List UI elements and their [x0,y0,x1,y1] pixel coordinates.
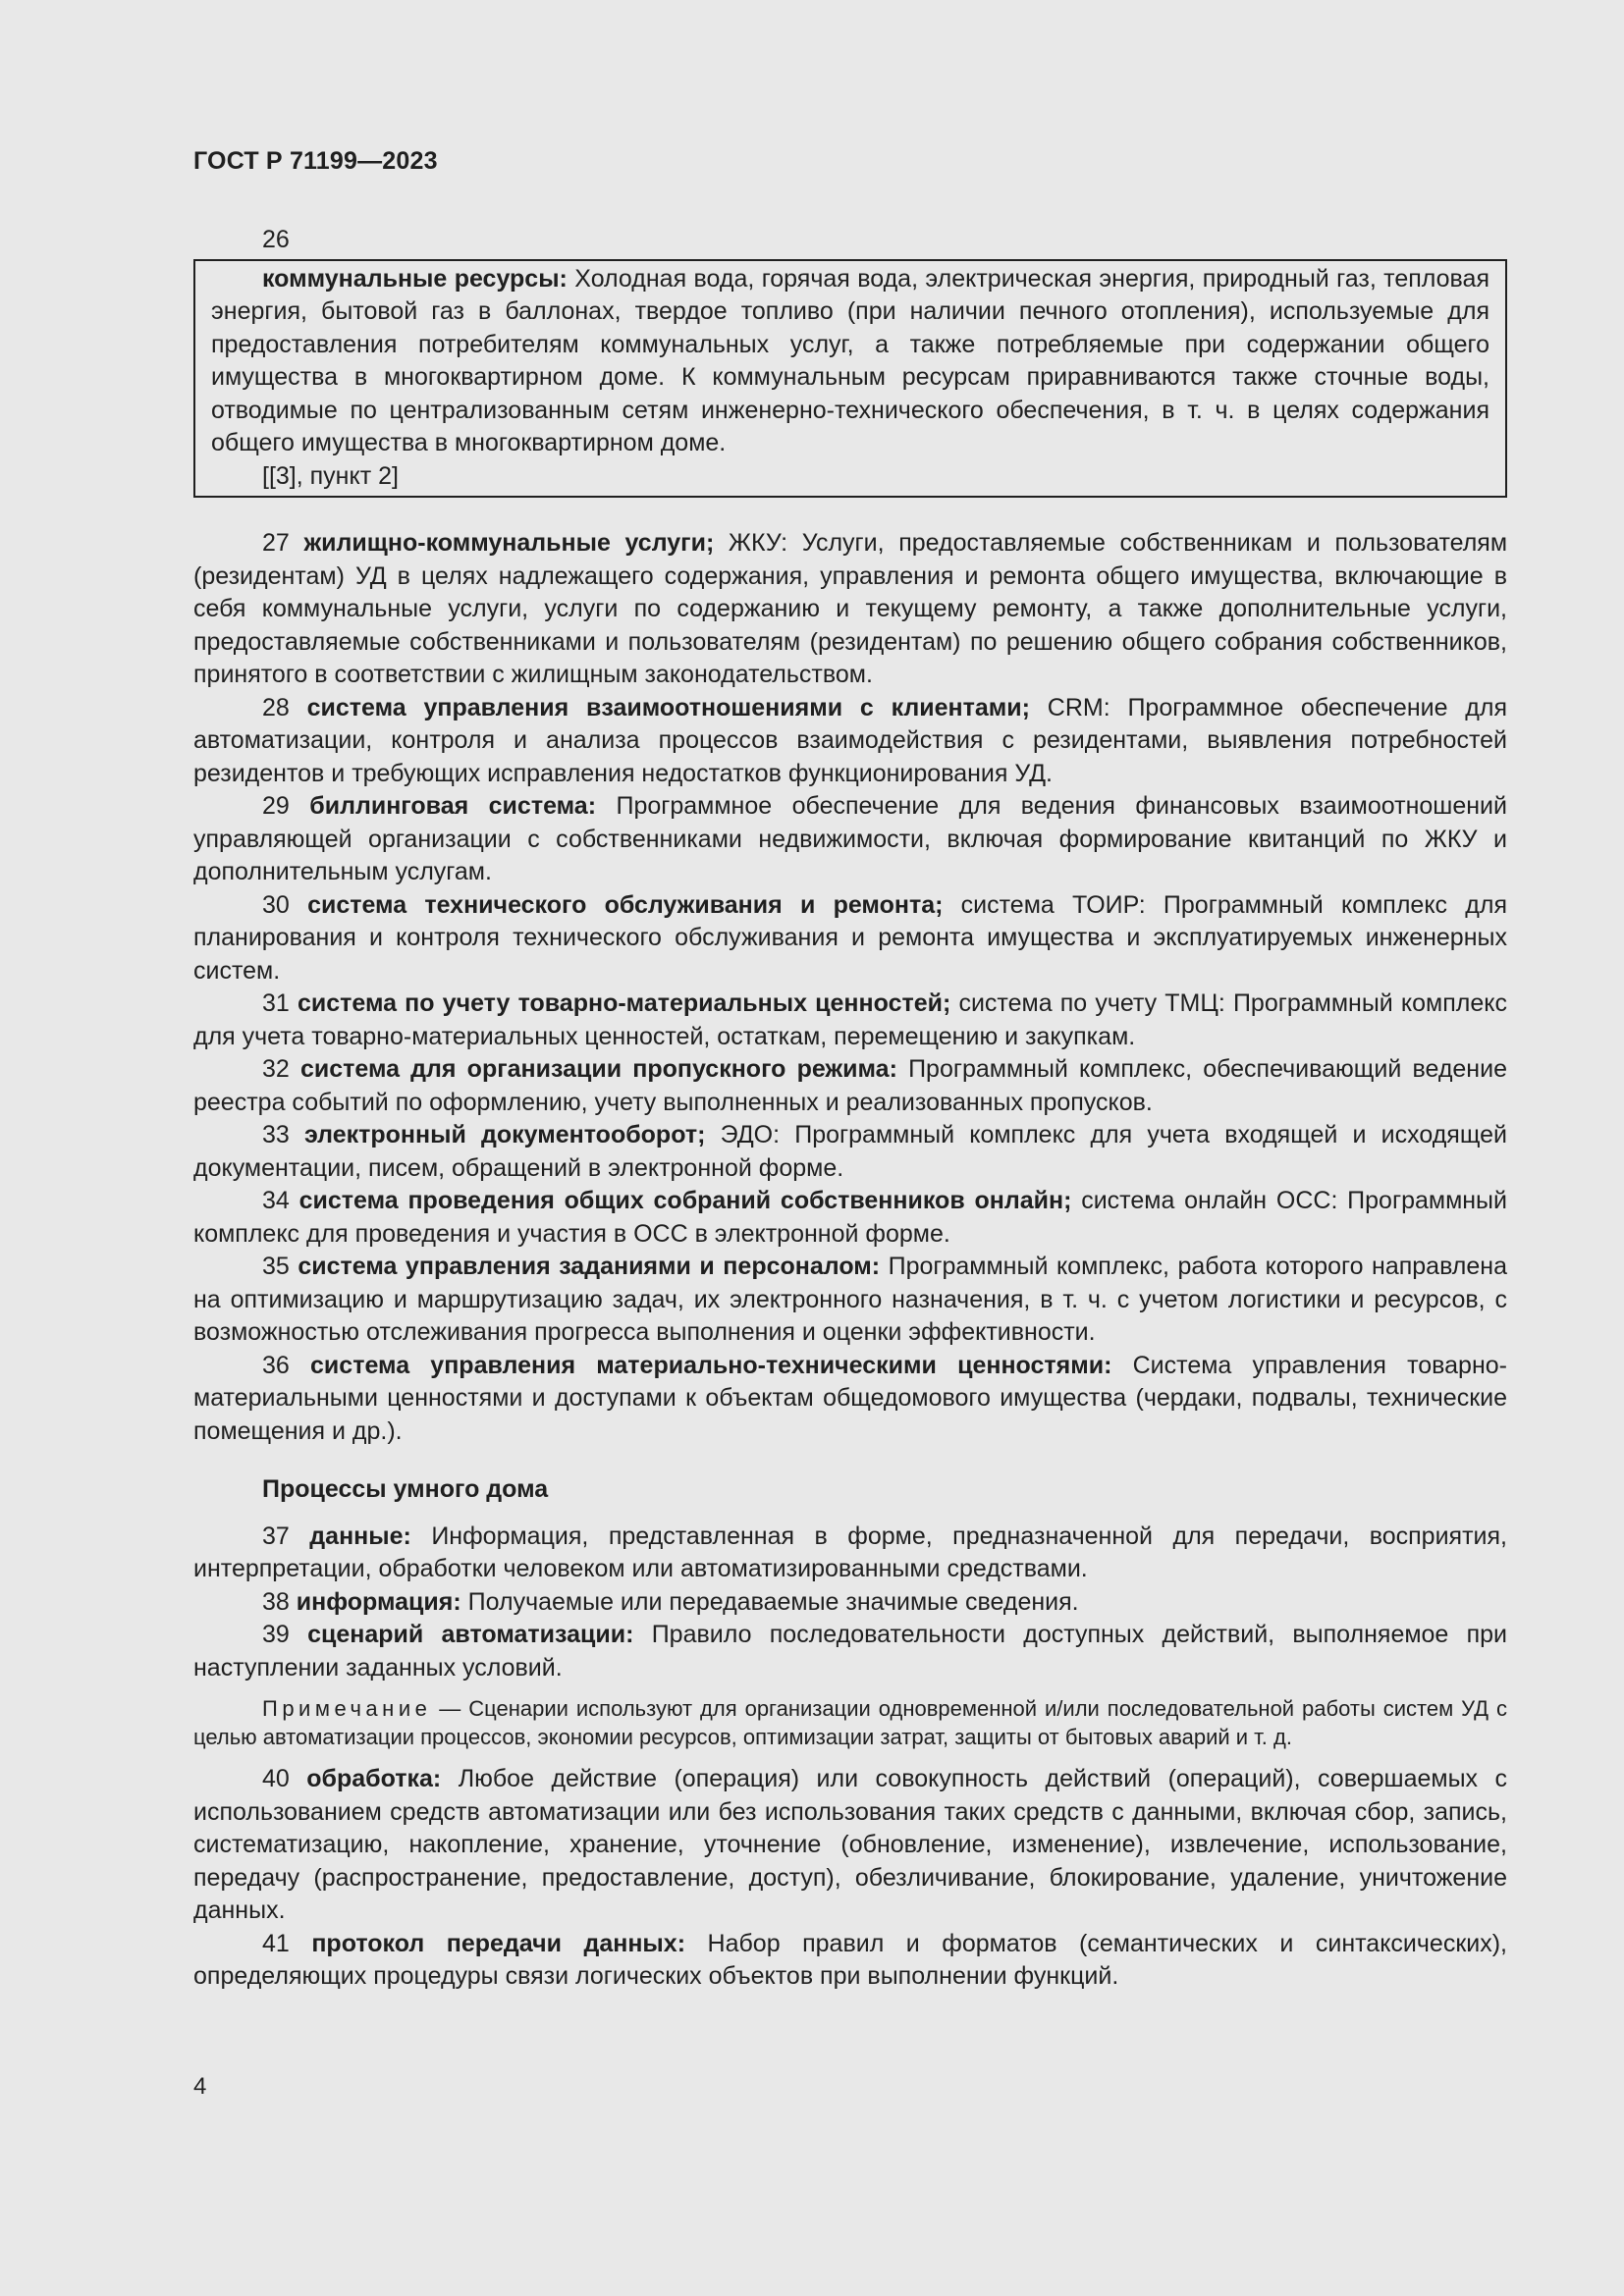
term-list-c [193,1763,1507,1994]
term-number: 41 [262,1929,290,1957]
term-title: сценарий автоматизации: [307,1621,634,1648]
spacer [193,498,1507,527]
term-title: коммунальные ресурсы: [262,264,568,293]
term-entry [193,1763,1507,1928]
standard-header: ГОСТ Р 71199—2023 [193,147,438,175]
term-entry [193,692,1507,791]
term-definition: система онлайн ОСС: Программный комплекс для проведения и участия в ОСС в электронной форме. [193,1187,1507,1248]
term-number: 28 [262,693,290,721]
term-definition: Набор правил и форматов (семантических и синтаксических), определяющих процедуры связи логических объектов при выполнении функций. [193,1929,1507,1990]
term-title: жилищно-коммунальные услуги; [303,529,715,557]
term-definition: Холодная вода, горячая вода, электрическая энергия, природный газ, тепловая энергия, бытовой газ в баллонах, твердое топливо (при наличии печного отопления), используемые для предоставления потребителям коммунальных услуг, а также потребляемые при содержании общего имущества в многоквартирном доме. К коммунальным ресурсам приравниваются также сточные воды, отводимые по централизованным сетям инженерно-технического обеспечения, в т. ч. в целях содержания общего имущества в многоквартирном доме. [211,264,1490,456]
term-title: система управления взаимоотношениями с клиентами; [306,693,1030,721]
term-entry [193,527,1507,692]
term-definition: ЖКУ: Услуги, предоставляемые собственникам и пользователям (резидентам) УД в целях надлежащего содержания, управления и ремонта общего имущества, включающие в себя коммунальные услуги, услуги по содержанию и текущему ремонту, а также дополнительные услуги, предоставляемые собственниками и пользователям (резидентам) по решению общего собрания собственников, принятого в соответствии с жилищным законодательством. [193,529,1508,688]
term-definition: система по учету ТМЦ: Программный комплекс для учета товарно-материальных ценностей, остаткам, перемещению и закупкам. [193,989,1507,1050]
term-entry [193,1928,1507,1994]
term-title: система для организации пропускного режима: [299,1055,897,1083]
term-title: информация: [296,1587,461,1616]
term-definition: Получаемые или передаваемые значимые сведения. [460,1587,1079,1616]
term-entry [193,1350,1507,1449]
term-entry [193,1251,1507,1350]
term-definition: ЭДО: Программный комплекс для учета входящей и исходящей документации, писем, обращений в электронной форме. [193,1121,1507,1182]
term-definition: Система управления товарно-материальными ценностями и доступами к объектам общедомового имущества (чердаки, подвалы, технические помещения и др.). [193,1351,1507,1445]
term-title: система проведения общих собраний собственников онлайн; [298,1187,1072,1214]
term-number: 37 [262,1522,290,1550]
term-definition: система ТОИР: Программный комплекс для планирования и контроля технического обслуживания и ремонта имущества и эксплуатируемых инженерных систем. [193,890,1507,985]
term-entry [193,1521,1507,1586]
term-title: протокол передачи данных: [311,1929,686,1957]
page-number: 4 [193,2073,207,2100]
term-title: электронный документооборот; [304,1121,706,1148]
term-entry [193,988,1507,1053]
term-entry [193,1619,1507,1684]
term-title: обработка: [306,1765,442,1792]
note [193,1694,1507,1751]
note-label: Примечание [262,1696,432,1721]
term-definition: Программное обеспечение для ведения финансовых взаимоотношений управляющей организации с собственниками недвижимости, включая формирование квитанций по ЖКУ и дополнительным услугам. [193,792,1507,885]
term-definition: Программный комплекс, работа которого направлена на оптимизацию и маршрутизацию задач, их электронного назначения, в т. ч. с учетом логистики и ресурсов, с возможностью отслеживания прогресса выполнения и оценки эффективности. [193,1253,1507,1346]
term-list-a [193,527,1507,1448]
term-title: система управления заданиями и персоналом: [298,1253,881,1280]
term-number: 36 [262,1351,290,1379]
term-definition: Правило последовательности доступных действий, выполняемое при наступлении заданных условий. [193,1621,1508,1682]
term-definition: Программный комплекс, обеспечивающий ведение реестра событий по оформлению, учету выполненных и реализованных пропусков. [193,1055,1507,1116]
term-list-b [193,1521,1507,1685]
term-entry [193,1119,1507,1185]
entry-number-26: 26 [262,226,290,253]
term-title: система управления материально-техническими ценностями: [310,1351,1112,1379]
term-entry [193,889,1507,988]
term-number: 40 [262,1765,290,1792]
term-entry [193,1586,1507,1620]
section-heading: Процессы умного дома [262,1475,549,1503]
term-number: 30 [262,890,290,919]
term-number: 27 [262,529,290,557]
term-number: 33 [262,1121,290,1148]
framed-definition-box [193,259,1507,499]
note-text: — Сценарии используют для организации одновременной и/или последовательной работы систем УД с целью автоматизации процессов, экономии ресурсов, оптимизации затрат, защиты от бытовых аварий и т. д. [193,1696,1507,1749]
term-number: 31 [262,989,290,1017]
term-number: 39 [262,1621,290,1648]
term-definition: Любое действие (операция) или совокупность действий (операций), совершаемых с использованием средств автоматизации или без использования таких средств с данными, включая сбор, запись, систематизацию, накопление, хранение, уточнение (обновление, изменение), извлечение, использование, передачу (распространение, предоставление, доступ), обезличивание, блокирование, удаление, уничтожение данных. [193,1765,1507,1924]
term-entry [193,790,1507,889]
page-content [193,224,1507,1994]
definition-source: [[3], пункт 2] [262,461,399,490]
term-title: система технического обслуживания и ремонта; [307,890,944,919]
term-number: 38 [262,1587,290,1616]
term-title: биллинговая система: [309,792,597,820]
term-number: 32 [262,1055,290,1083]
term-definition: CRM: Программное обеспечение для автоматизации, контроля и анализа процессов взаимодействия с резидентами, выявления потребностей резидентов и требующих исправления недостатков функционирования УД. [193,693,1507,787]
term-definition: Информация, представленная в форме, предназначенной для передачи, восприятия, интерпретации, обработки человеком или автоматизированными средствами. [193,1522,1507,1582]
term-title: система по учету товарно-материальных ценностей; [297,989,951,1017]
term-number: 35 [262,1253,290,1280]
term-title: данные: [309,1522,411,1550]
term-number: 34 [262,1187,290,1214]
term-entry [193,1185,1507,1251]
term-number: 29 [262,792,290,820]
term-entry [193,1053,1507,1119]
framed-definition [211,263,1489,460]
